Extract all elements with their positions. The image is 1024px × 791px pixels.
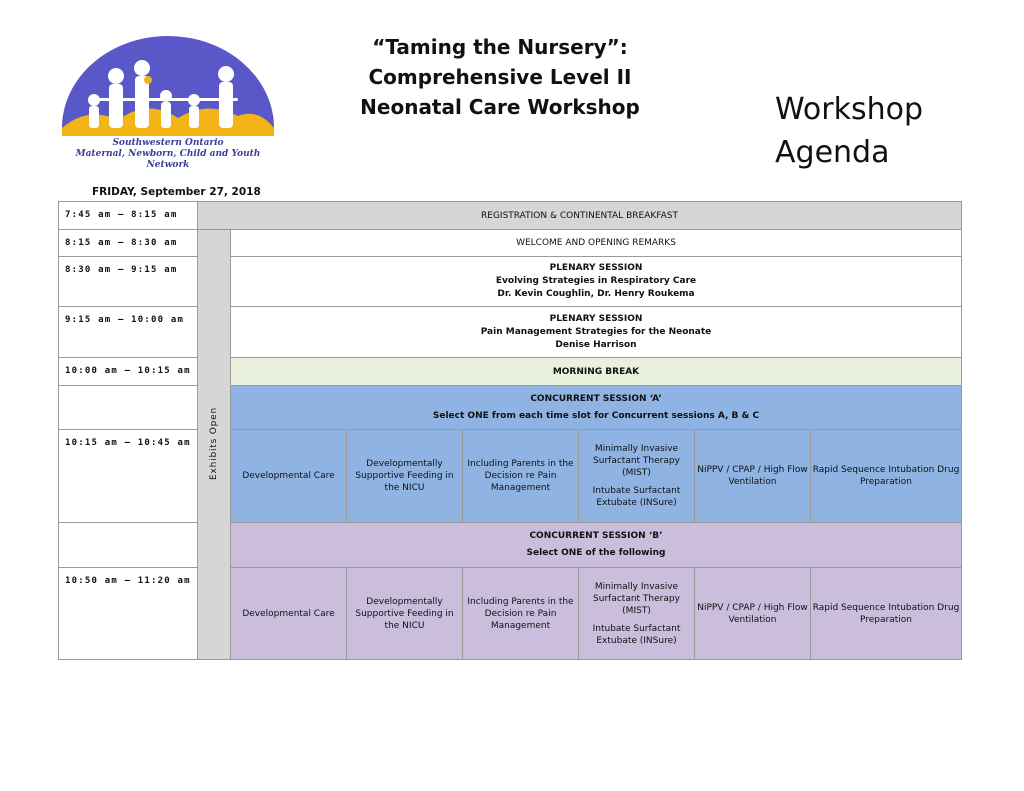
morning-break-cell: [231, 358, 962, 386]
welcome-label: WELCOME AND OPENING REMARKS: [516, 238, 676, 248]
schedule-row: [59, 386, 962, 430]
plenary-session-1: [231, 257, 962, 307]
logo-org-line2: Maternal, Newborn, Child and Youth Network: [75, 149, 261, 170]
concurrent-a-subtitle: Select ONE from each time slot for Concurrent sessions A, B & C: [432, 410, 760, 421]
schedule-date: FRIDAY, September 27, 2018: [92, 186, 261, 198]
schedule-row: [59, 257, 962, 307]
schedule-row: [59, 230, 962, 257]
time-cell: 10:50 am – 11:20 am: [59, 568, 198, 660]
session-option: [579, 430, 695, 523]
logo-org-line1: Southwestern Ontario: [112, 138, 224, 148]
session-option-line: Intubate Surfactant Extubate (INSure): [592, 486, 681, 508]
welcome-cell: [231, 230, 962, 257]
concurrent-a-header: [231, 386, 962, 430]
time-cell: 10:15 am – 10:45 am: [59, 430, 198, 523]
concurrent-b-title: CONCURRENT SESSION ‘B’: [529, 531, 663, 541]
schedule-table: [58, 201, 962, 660]
plenary-title: PLENARY SESSION: [549, 313, 643, 324]
agenda-heading: [775, 88, 923, 174]
empty-time-cell: [59, 523, 198, 568]
schedule-row: [59, 358, 962, 386]
session-option: Rapid Sequence Intubation Drug Preparation: [811, 568, 962, 660]
time-cell: 8:15 am – 8:30 am: [59, 230, 198, 257]
time-cell: 9:15 am – 10:00 am: [59, 307, 198, 358]
plenary-topic: Pain Management Strategies for the Neonate: [480, 326, 712, 337]
schedule-row: [59, 307, 962, 358]
schedule-row: [59, 523, 962, 568]
session-option: NiPPV / CPAP / High Flow Ventilation: [695, 568, 811, 660]
title-line2: Comprehensive Level II: [368, 65, 632, 89]
agenda-line1: Workshop: [775, 92, 924, 127]
title-line1: “Taming the Nursery”:: [372, 35, 628, 59]
concurrent-b-subtitle: Select ONE of the following: [526, 548, 666, 558]
registration-label: REGISTRATION & CONTINENTAL BREAKFAST: [481, 210, 678, 221]
schedule-row: [59, 568, 962, 660]
exhibits-column: [198, 230, 231, 660]
concurrent-b-header: [231, 523, 962, 568]
session-option-line: Minimally Invasive Surfactant Therapy (MIST): [593, 444, 680, 478]
plenary-topic: Evolving Strategies in Respiratory Care: [495, 276, 697, 286]
time-cell: 8:30 am – 9:15 am: [59, 257, 198, 307]
workshop-title: [330, 32, 670, 122]
schedule-row: [59, 430, 962, 523]
session-option: [579, 568, 695, 660]
session-option: Developmental Care: [231, 430, 347, 523]
time-cell: 7:45 am – 8:15 am: [59, 202, 198, 230]
plenary-title: PLENARY SESSION: [549, 263, 643, 273]
session-option: NiPPV / CPAP / High Flow Ventilation: [695, 430, 811, 523]
session-option: Developmentally Supportive Feeding in the NICU: [347, 568, 463, 660]
plenary-session-2: [231, 307, 962, 358]
logo-org-name: [58, 138, 278, 171]
session-option-line: Intubate Surfactant Extubate (INSure): [592, 623, 681, 646]
time-cell: 10:00 am – 10:15 am: [59, 358, 198, 386]
title-line3: Neonatal Care Workshop: [360, 95, 640, 119]
session-option: Rapid Sequence Intubation Drug Preparation: [811, 430, 962, 523]
morning-break-label: MORNING BREAK: [552, 366, 640, 377]
plenary-speakers: Denise Harrison: [555, 339, 637, 350]
session-option: Including Parents in the Decision re Pain Management: [463, 430, 579, 523]
registration-cell: [198, 202, 962, 230]
plenary-speakers: Dr. Kevin Coughlin, Dr. Henry Roukema: [497, 289, 695, 299]
empty-time-cell: [59, 386, 198, 430]
session-option-line: Minimally Invasive Surfactant Therapy (MIST): [593, 581, 680, 616]
schedule-row: [59, 202, 962, 230]
exhibits-label: Exhibits Open: [209, 406, 219, 480]
session-option: Developmentally Supportive Feeding in the NICU: [347, 430, 463, 523]
agenda-line2: Agenda: [775, 135, 890, 170]
session-option: Including Parents in the Decision re Pain Management: [463, 568, 579, 660]
concurrent-a-title: CONCURRENT SESSION ‘A’: [530, 393, 662, 404]
session-option: Developmental Care: [231, 568, 347, 660]
